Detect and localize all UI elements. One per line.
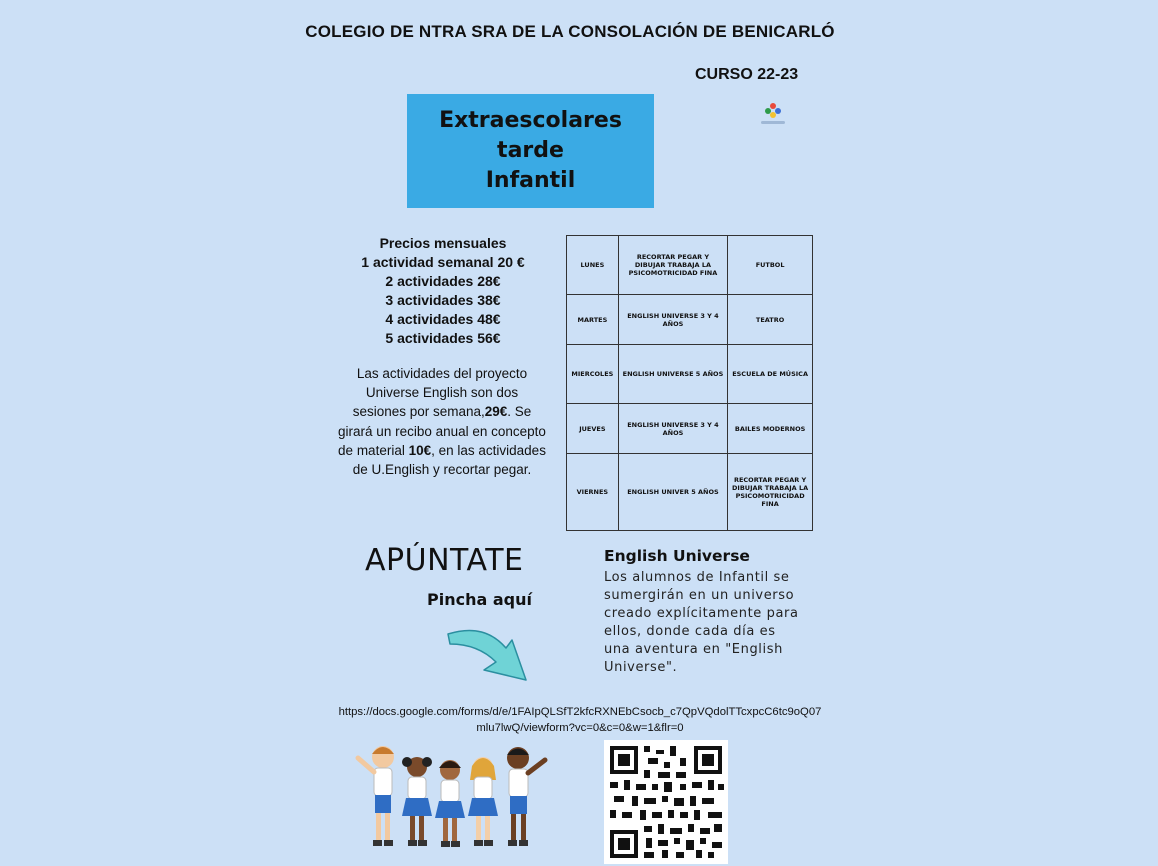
qr-code [604,740,728,864]
schedule-row [567,404,813,454]
english-universe-title: English Universe [604,547,750,565]
activity-cell: RECORTAR PEGAR Y DIBUJAR TRABAJA LA PSICOMOTRICIDAD FINA [728,454,813,531]
schedule-row [567,345,813,404]
day-cell: VIERNES [567,454,619,531]
activity-cell: ESCUELA DE MÚSICA [728,345,813,404]
activity-cell: TEATRO [728,295,813,345]
school-name: COLEGIO DE NTRA SRA DE LA CONSOLACIÓN DE BENICARLÓ [305,22,835,41]
activity-cell: ENGLISH UNIVERSE 3 Y 4 AÑOS [618,404,727,454]
activity-cell: RECORTAR PEGAR Y DIBUJAR TRABAJA LA PSICOMOTRICIDAD FINA [618,236,727,295]
form-link[interactable]: https://docs.google.com/forms/d/e/1FAIpQLSfT2kfcRXNEbCsocb_c7QpVQdolTTcxpcC6tc9oQ07mlu7lwQ/viewform?vc=0&c=0&w=1&flr=0 [338,706,822,734]
note-price: 29€ [484,404,508,420]
schedule-table [566,235,813,531]
schedule-row [567,236,813,295]
day-cell: LUNES [567,236,619,295]
activity-cell: ENGLISH UNIVERSE 3 Y 4 AÑOS [618,295,727,345]
activity-cell: BAILES MODERNOS [728,404,813,454]
price-line: 3 actividades 38€ [385,292,501,308]
activity-cell: ENGLISH UNIVER 5 AÑOS [618,454,727,531]
kids-illustration [350,740,555,855]
note-text: Las actividades del proyecto Universe English son dos sesiones por semana, [352,366,528,420]
english-universe-note [338,364,546,479]
signup-title: APÚNTATE [365,543,524,578]
schedule-row [567,454,813,531]
activity-cell: FUTBOL [728,236,813,295]
price-list [330,234,556,348]
price-line: 1 actividad semanal 20 € [361,254,525,270]
day-cell: JUEVES [567,404,619,454]
title-line-2: tarde [497,138,564,163]
signup-link[interactable]: Pincha aquí [427,590,532,609]
activity-cell: ENGLISH UNIVERSE 5 AÑOS [618,345,727,404]
school-logo-icon [757,100,789,128]
title-line-1: Extraescolares [439,108,622,133]
english-universe-text: Los alumnos de Infantil se sumergirán en un universo creado explícitamente para ellos, donde cada día es una aventura en "English Universe". [604,570,799,675]
price-line: 4 actividades 48€ [385,311,501,327]
title-line-3: Infantil [485,168,576,193]
day-cell: MIERCOLES [567,345,619,404]
course-year: CURSO 22-23 [695,66,799,83]
price-line: 2 actividades 28€ [385,273,501,289]
price-line: 5 actividades 56€ [385,330,501,346]
schedule-row [567,295,813,345]
note-material-price: 10€ [408,442,432,458]
note-text: . Se girará un recibo anual en concepto de material [338,404,546,458]
note-text: , en las actividades de U.English y recortar pegar. [352,442,546,478]
price-heading: Precios mensuales [379,235,507,251]
title-box [407,94,654,208]
arrow-down-right-icon [446,624,534,684]
day-cell: MARTES [567,295,619,345]
